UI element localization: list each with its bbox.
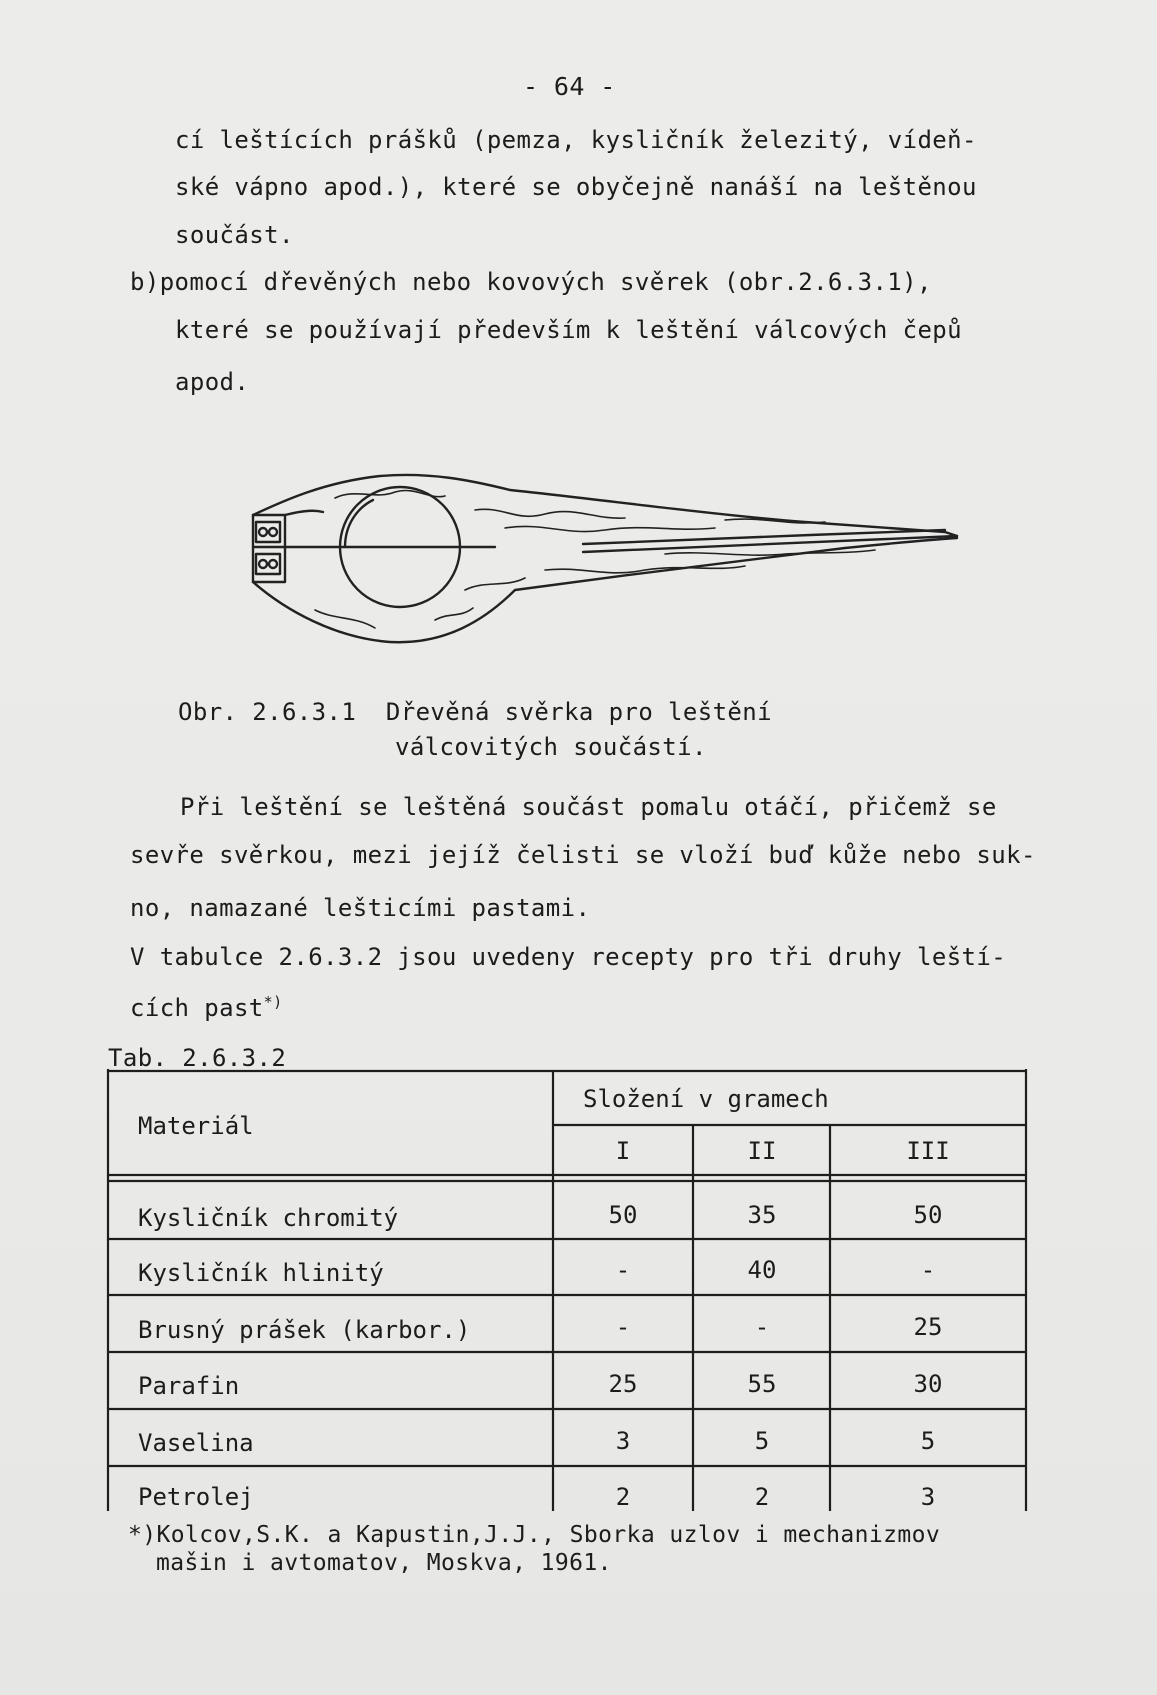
paragraph3-line2: sevře svěrkou, mezi jejíž čelisti se vloží buď kůže nebo suk- <box>130 841 1036 869</box>
paragraph1-line3: součást. <box>175 221 294 249</box>
paragraph1-line1: cí leštících prášků (pemza, kysličník železitý, vídeň- <box>175 126 977 154</box>
row-6-value-i: 2 <box>615 1483 631 1511</box>
column-header-i: I <box>615 1137 631 1165</box>
row-5-material: Vaselina <box>138 1429 254 1457</box>
footnote-marker: *) <box>263 993 283 1011</box>
row-6-material: Petrolej <box>138 1483 254 1511</box>
paragraph3-line5 <box>130 993 283 1023</box>
row-2-value-ii: 40 <box>747 1256 777 1284</box>
row-6-value-ii: 2 <box>754 1483 770 1511</box>
header-composition: Složení v gramech <box>583 1085 829 1113</box>
row-2-material: Kysličník hlinitý <box>138 1259 384 1287</box>
row-5-value-ii: 5 <box>754 1427 770 1455</box>
row-4-value-iii: 30 <box>913 1370 943 1398</box>
last-line-text: cích past <box>130 994 264 1022</box>
row-4-material: Parafin <box>138 1372 240 1400</box>
figure-caption-line2: válcovitých součástí. <box>395 733 707 761</box>
row-2-value-i: - <box>615 1256 631 1284</box>
row-1-value-iii: 50 <box>913 1201 943 1229</box>
paragraph3-line4: V tabulce 2.6.3.2 jsou uvedeny recepty pro tři druhy leští- <box>130 943 1007 971</box>
row-5-value-iii: 5 <box>920 1427 936 1455</box>
row-4-value-i: 25 <box>608 1370 638 1398</box>
header-material: Materiál <box>138 1112 254 1140</box>
paragraph1-line2: ské vápno apod.), které se obyčejně nanáší na leštěnou <box>175 173 977 201</box>
row-1-value-ii: 35 <box>747 1201 777 1229</box>
column-header-ii: II <box>747 1137 777 1165</box>
paragraph2-line3: apod. <box>175 368 250 396</box>
column-header-iii: III <box>906 1137 950 1165</box>
row-1-value-i: 50 <box>608 1201 638 1229</box>
footnote-line2: mašin i avtomatov, Moskva, 1961. <box>156 1550 612 1576</box>
paragraph3-line3: no, namazané lešticími pastami. <box>130 894 591 922</box>
composition-table <box>108 1069 1026 1511</box>
row-4-value-ii: 55 <box>747 1370 777 1398</box>
footnote-line1: *)Kolcov,S.K. a Kapustin,J.J., Sborka uzlov i mechanizmov <box>128 1522 941 1548</box>
row-3-material: Brusný prášek (karbor.) <box>138 1316 471 1344</box>
paragraph2-line1: b)pomocí dřevěných nebo kovových svěrek (obr.2.6.3.1), <box>130 268 932 296</box>
wooden-clamp-illustration <box>245 470 965 650</box>
row-5-value-i: 3 <box>615 1427 631 1455</box>
paragraph3-line1: Při leštění se leštěná součást pomalu otáčí, přičemž se <box>180 793 997 821</box>
figure-caption-line1: Obr. 2.6.3.1 Dřevěná svěrka pro leštění <box>178 698 772 726</box>
row-3-value-i: - <box>615 1313 631 1341</box>
row-6-value-iii: 3 <box>920 1483 936 1511</box>
page-number: - 64 - <box>523 72 616 101</box>
row-2-value-iii: - <box>920 1256 936 1284</box>
row-3-value-ii: - <box>754 1313 770 1341</box>
paragraph2-line2: které se používají především k leštění válcových čepů <box>175 316 963 344</box>
table-label: Tab. 2.6.3.2 <box>108 1044 287 1072</box>
row-3-value-iii: 25 <box>913 1313 943 1341</box>
row-1-material: Kysličník chromitý <box>138 1204 399 1232</box>
